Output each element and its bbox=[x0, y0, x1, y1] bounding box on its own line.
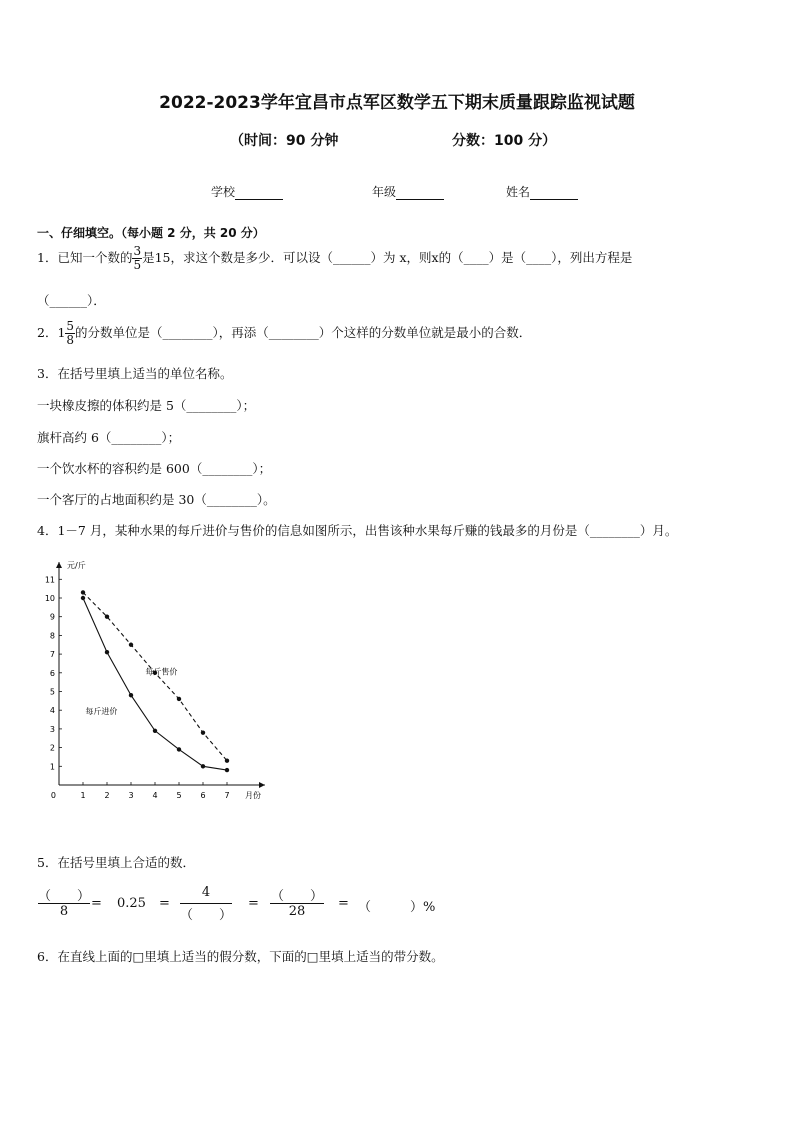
cost-price-point bbox=[81, 596, 85, 600]
y-axis-arrow bbox=[56, 562, 62, 568]
selling-price-point bbox=[105, 615, 109, 619]
school-blank[interactable] bbox=[235, 186, 283, 200]
y-tick-label: 2 bbox=[49, 743, 55, 753]
q5-f3-top[interactable]: （ ） bbox=[270, 885, 324, 904]
q1-frac-num: 3 bbox=[133, 244, 142, 258]
name-field bbox=[506, 183, 578, 200]
y-tick-label: 10 bbox=[44, 594, 55, 603]
selling-price-point bbox=[81, 590, 85, 594]
x-tick-label: 4 bbox=[152, 791, 158, 800]
x-tick-label: 3 bbox=[128, 791, 134, 800]
y-tick-label: 4 bbox=[49, 706, 55, 716]
question-2 bbox=[37, 320, 531, 347]
x-axis-arrow bbox=[259, 782, 265, 788]
question-1-line2: （______）． bbox=[37, 293, 106, 308]
cost-price-point bbox=[129, 693, 133, 697]
q3-item: 旗杆高约 6（________）； bbox=[37, 430, 181, 445]
page-title: 2022-2023学年宜昌市点军区数学五下期末质量跟踪监视试题 bbox=[159, 93, 635, 113]
q5-fraction-2 bbox=[180, 885, 232, 922]
q3-item: 一个饮水杯的容积约是 600（________）； bbox=[37, 461, 272, 476]
equals-sign: = bbox=[91, 896, 102, 911]
y-tick-label: 11 bbox=[44, 575, 55, 585]
q5-fraction-1 bbox=[38, 885, 90, 922]
selling-price-point bbox=[201, 730, 205, 734]
q5-f2-bot[interactable]: （ ） bbox=[180, 908, 233, 923]
name-label: 姓名 bbox=[506, 185, 531, 199]
price-chart bbox=[40, 555, 300, 810]
y-tick-label: 7 bbox=[49, 650, 55, 660]
grade-label: 年级 bbox=[372, 185, 397, 199]
y-tick-label: 3 bbox=[49, 724, 55, 734]
q2-frac-den: 8 bbox=[66, 333, 75, 347]
cost-price-point bbox=[225, 768, 229, 772]
q3-item: 一块橡皮擦的体积约是 5（________）； bbox=[37, 398, 256, 413]
q2-whole: 1 bbox=[57, 325, 66, 340]
question-5: 5．在括号里填上合适的数． bbox=[37, 855, 195, 870]
y-tick-label: 8 bbox=[49, 631, 55, 641]
y-axis-label: 元/斤 bbox=[67, 560, 86, 570]
exam-time: （时间：90 分钟 bbox=[230, 133, 339, 149]
x-tick-label: 6 bbox=[200, 791, 206, 800]
question-1 bbox=[37, 245, 632, 272]
grade-blank[interactable] bbox=[396, 186, 444, 200]
y-tick-label: 1 bbox=[49, 762, 55, 772]
series-label-selling: 每斤售价 bbox=[145, 667, 178, 677]
x-tick-label: 5 bbox=[176, 791, 182, 800]
equals-sign: = bbox=[338, 896, 349, 911]
y-tick-label: 9 bbox=[49, 612, 55, 622]
cost-price-point bbox=[153, 729, 157, 733]
q3-item: 一个客厅的占地面积约是 30（________）。 bbox=[37, 492, 276, 507]
grade-field bbox=[372, 183, 444, 200]
name-blank[interactable] bbox=[530, 186, 578, 200]
q5-f1-top[interactable]: （ ） bbox=[38, 885, 90, 904]
question-3: 3．在括号里填上适当的单位名称。 bbox=[37, 366, 233, 381]
q5-f1-bot: 8 bbox=[59, 904, 69, 919]
equals-sign: = bbox=[159, 896, 170, 911]
cost-price-line bbox=[83, 598, 227, 770]
q1-frac-den: 5 bbox=[133, 258, 142, 272]
y-tick-label: 6 bbox=[49, 668, 55, 678]
q5-fraction-3 bbox=[270, 885, 324, 922]
cost-price-point bbox=[201, 764, 205, 768]
school-label: 学校 bbox=[211, 185, 236, 199]
x-tick-label: 7 bbox=[224, 791, 230, 800]
school-field bbox=[211, 183, 283, 200]
section-heading: 一、仔细填空。（每小题 2 分，共 20 分） bbox=[37, 226, 265, 240]
selling-price-point bbox=[129, 643, 133, 647]
question-6: 6．在直线上面的□里填上适当的假分数，下面的□里填上适当的带分数。 bbox=[37, 949, 444, 964]
q5-f2-top: 4 bbox=[180, 885, 232, 904]
q1-pre: 1．已知一个数的 bbox=[37, 250, 133, 265]
q1-fraction bbox=[132, 245, 142, 272]
x-tick-label: 2 bbox=[104, 791, 110, 800]
q2-pre: 2． bbox=[37, 325, 58, 340]
q5-decimal: 0.25 bbox=[117, 896, 146, 911]
q1-post: 是15，求这个数是多少．可以设（______）为 x，则x的（____）是（____），列出方程是 bbox=[142, 250, 633, 265]
equals-sign: = bbox=[248, 896, 259, 911]
q5-f3-bot: 28 bbox=[288, 904, 306, 919]
series-label-cost: 每斤进价 bbox=[85, 706, 118, 716]
x-tick-label: 1 bbox=[80, 791, 86, 800]
cost-price-point bbox=[105, 650, 109, 654]
origin-label: 0 bbox=[50, 791, 56, 800]
q2-fraction bbox=[65, 320, 75, 347]
cost-price-point bbox=[177, 747, 181, 751]
y-tick-label: 5 bbox=[49, 687, 55, 697]
q5-percent-blank[interactable]: （ ）% bbox=[358, 900, 436, 915]
selling-price-point bbox=[225, 758, 229, 762]
q2-post: 的分数单位是（________），再添（________）个这样的分数单位就是最小的合数． bbox=[75, 325, 532, 340]
exam-score: 分数：100 分） bbox=[452, 133, 557, 149]
x-axis-label: 月份 bbox=[245, 791, 261, 800]
question-4: 4．1－7 月，某种水果的每斤进价与售价的信息如图所示，出售该种水果每斤赚的钱最多的月份是（________）月。 bbox=[37, 523, 678, 538]
selling-price-point bbox=[177, 697, 181, 701]
q2-frac-num: 5 bbox=[66, 319, 75, 333]
